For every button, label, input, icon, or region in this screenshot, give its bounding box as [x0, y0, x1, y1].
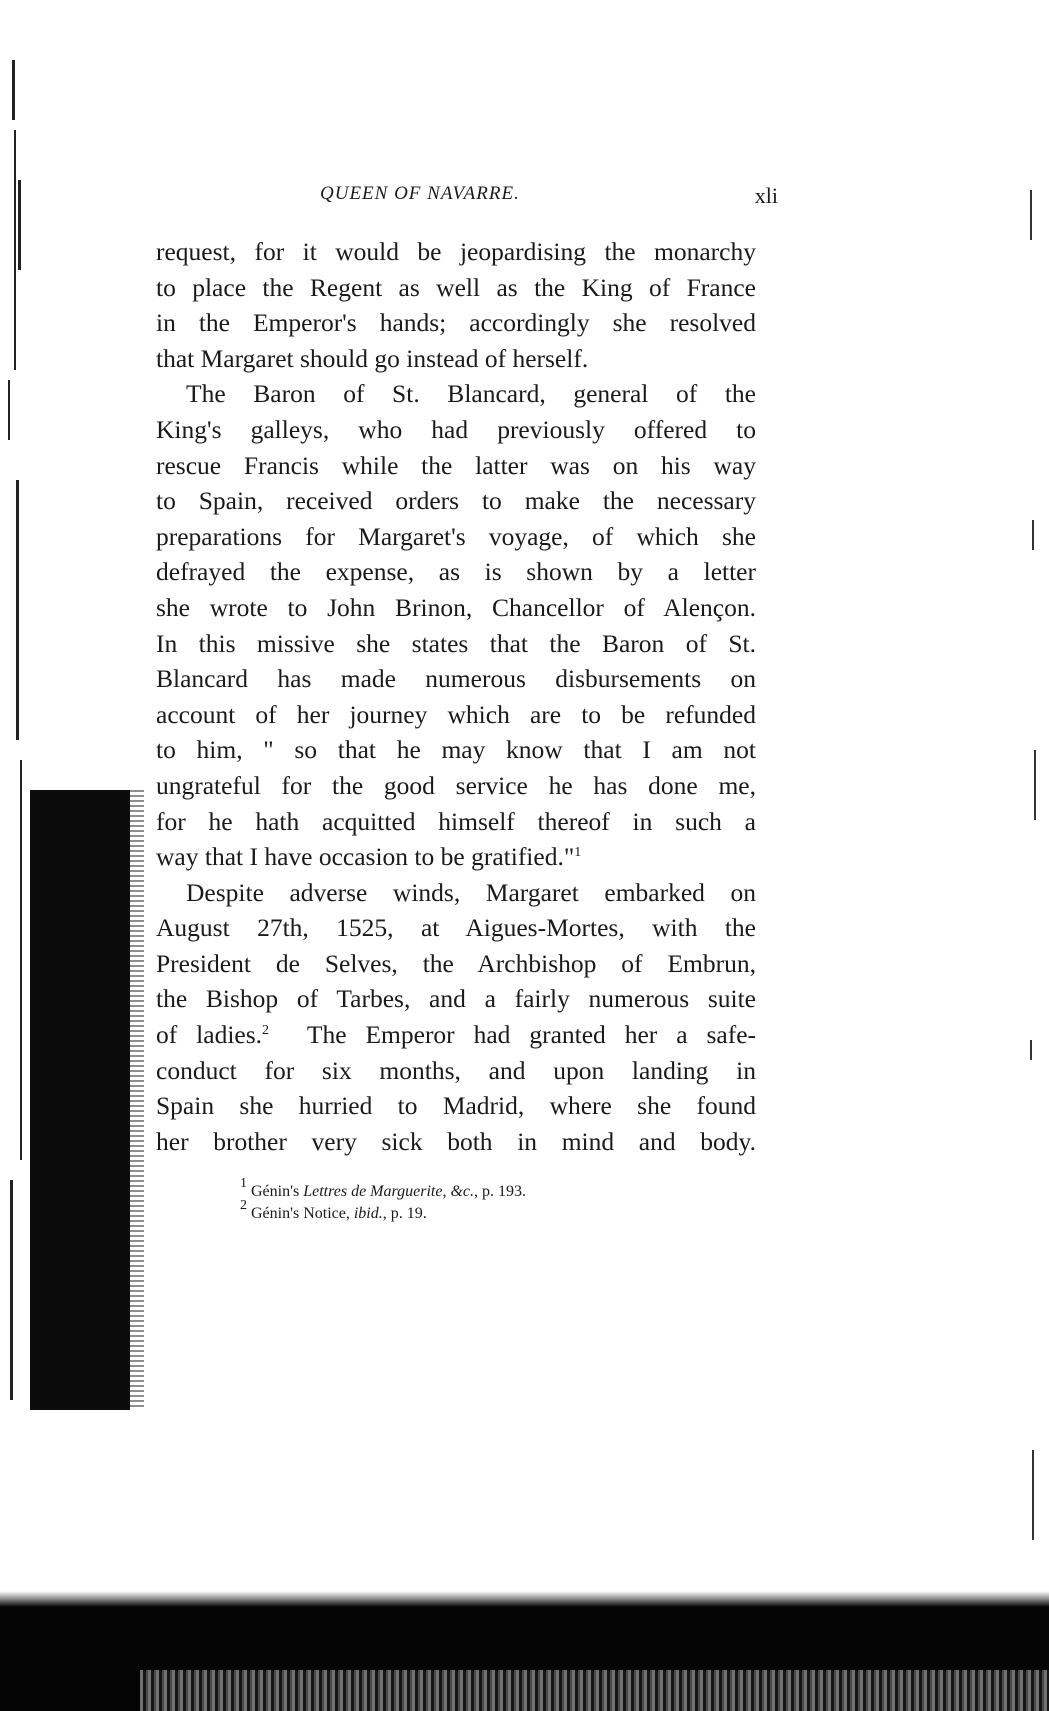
footnote-ref: 1	[574, 845, 582, 861]
text-line: rescue Francis while the latter was on his way	[156, 450, 756, 480]
text-line-with-note	[156, 839, 756, 875]
text-line: Spain she hurried to Madrid, where she found	[156, 1091, 756, 1121]
footnote-marker: 1	[240, 1176, 247, 1191]
text-line: to place the Regent as well as the King of France	[156, 272, 756, 302]
text-line: Despite adverse winds, Margaret embarked on	[186, 877, 756, 907]
text-line: her brother very sick both in mind and body.	[156, 1126, 756, 1156]
text-line: in the Emperor's hands; accordingly she resolved	[156, 308, 756, 338]
text-line: August 27th, 1525, at Aigues-Mortes, with the	[156, 913, 756, 943]
body-text	[156, 234, 756, 1159]
text-line: for he hath acquitted himself thereof in such a	[156, 806, 756, 836]
text-line: King's galleys, who had previously offered to	[156, 414, 756, 444]
text-line: conduct for six months, and upon landing in	[156, 1055, 756, 1085]
scan-bottom-noise	[140, 1670, 1049, 1711]
footnote-marker: 2	[240, 1198, 247, 1213]
scan-bleed-artifact	[30, 790, 130, 1410]
text-line: The Baron of St. Blancard, general of the	[186, 379, 756, 409]
text-line: the Bishop of Tarbes, and a fairly numerous suite	[156, 984, 756, 1014]
footnote-text: , p. 19.	[382, 1205, 427, 1222]
footnotes	[240, 1176, 760, 1225]
text-line: way that I have occasion to be gratified."	[156, 842, 575, 872]
text-line: defrayed the expense, as is shown by a letter	[156, 557, 756, 587]
footnote-text: Génin's Notice,	[251, 1205, 350, 1222]
text-line: to him, " so that he may know that I am not	[156, 735, 756, 765]
text-line: that Margaret should go instead of herself.	[156, 343, 589, 373]
page-number: xli	[754, 183, 778, 208]
text-line: In this missive she states that the Baron of St.	[156, 628, 756, 658]
footnote-text: Génin's	[251, 1183, 300, 1200]
text-line: request, for it would be jeopardising the monarchy	[156, 237, 756, 266]
footnote-ref: 2	[262, 1023, 270, 1039]
text-line: to Spain, received orders to make the necessary	[156, 486, 756, 516]
running-head: QUEEN OF NAVARRE.	[320, 183, 520, 204]
text-line: The Emperor had granted her a safe-	[306, 1020, 757, 1050]
text-line: preparations for Margaret's voyage, of which she	[156, 521, 756, 551]
text-line: Blancard has made numerous disbursements on	[156, 664, 756, 694]
text-line: ungrateful for the good service he has done me,	[156, 770, 756, 800]
text-line: account of her journey which are to be refunded	[156, 699, 756, 729]
footnote-title: Lettres de Marguerite, &c.	[303, 1183, 474, 1200]
footnote-2	[240, 1198, 760, 1225]
footnote-text: , p. 193.	[474, 1183, 526, 1200]
footnote-1	[240, 1176, 760, 1203]
text-line: of ladies.	[156, 1020, 263, 1050]
text-line: President de Selves, the Archbishop of Embrun,	[156, 948, 756, 978]
text-line-with-note	[156, 1017, 756, 1053]
text-line: she wrote to John Brinon, Chancellor of Alençon.	[156, 592, 756, 622]
footnote-title: ibid.	[353, 1205, 383, 1222]
